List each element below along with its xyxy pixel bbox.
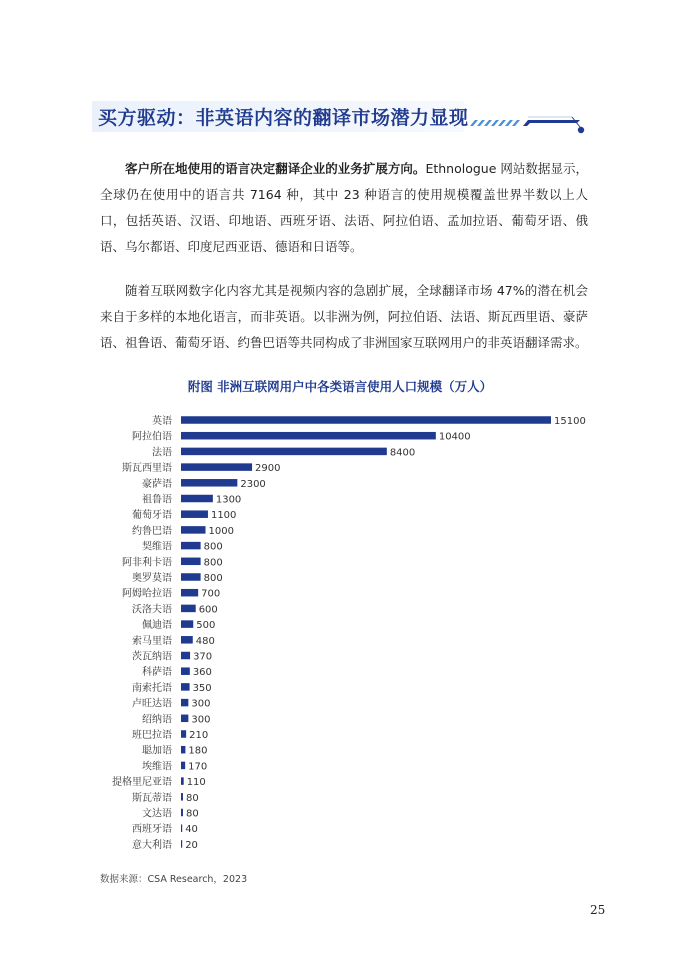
bar (181, 777, 184, 785)
paragraph-2-text: 随着互联网数字化内容尤其是视频内容的急剧扩展，全球翻译市场 47%的潜在机会来自于多样的本地化语言，而非英语。以非洲为例，阿拉伯语、法语、斯瓦西里语、豪萨语、祖鲁语、葡萄牙语、约鲁巴语等共同构成了非洲国家互联网用户的非英语翻译需求。 (100, 283, 588, 350)
bar (181, 620, 193, 628)
bar (181, 495, 213, 503)
category-label: 提格里尼亚语 (112, 777, 172, 789)
section-heading: 买方驱动：非英语内容的翻译市场潜力显现 (98, 107, 469, 129)
bar (181, 762, 185, 770)
bar (181, 448, 387, 456)
value-label: 2900 (255, 463, 281, 475)
category-label: 斯瓦西里语 (122, 463, 172, 475)
value-label: 8400 (389, 447, 416, 459)
bar (181, 840, 182, 848)
category-label: 英语 (152, 416, 172, 427)
bar (181, 463, 252, 471)
value-label: 600 (198, 604, 218, 616)
value-label: 210 (189, 730, 209, 741)
chart-title: 附图 非洲互联网用户中各类语言使用人口规模（万人） (187, 379, 493, 394)
bar (181, 526, 206, 534)
category-label: 斯瓦蒂语 (132, 792, 172, 804)
category-label: 法语 (152, 447, 172, 459)
category-label: 南索托语 (132, 682, 172, 694)
bar (181, 542, 201, 550)
bar (181, 824, 182, 832)
value-label: 800 (203, 541, 223, 553)
value-label: 500 (196, 620, 216, 632)
bar (181, 416, 551, 424)
value-label: 1000 (208, 525, 234, 537)
value-label: 40 (185, 824, 198, 836)
category-label: 埃维语 (142, 761, 172, 773)
bar (181, 715, 188, 723)
bar (181, 683, 190, 691)
bar (181, 479, 237, 487)
category-label: 奥罗莫语 (132, 573, 172, 584)
value-label: 20 (185, 839, 198, 851)
category-label: 绍纳语 (142, 714, 172, 726)
bar (181, 667, 190, 675)
category-label: 文达语 (142, 808, 172, 820)
value-label: 360 (192, 667, 212, 679)
category-label: 契维语 (142, 541, 172, 553)
category-label: 祖鲁语 (142, 494, 172, 506)
category-label: 阿非利卡语 (122, 557, 172, 569)
value-label: 1100 (210, 510, 237, 522)
category-label: 豪萨语 (142, 478, 172, 490)
value-label: 2300 (240, 478, 266, 490)
bar (181, 510, 208, 518)
bar (181, 432, 436, 440)
category-label: 班巴拉语 (132, 730, 172, 741)
category-label: 沃洛夫语 (132, 604, 172, 616)
category-label: 约鲁巴语 (132, 525, 172, 537)
bar (181, 558, 201, 566)
category-label: 阿拉伯语 (132, 431, 172, 443)
value-label: 1300 (215, 494, 242, 506)
value-label: 110 (186, 777, 206, 789)
category-label: 佩迪语 (142, 620, 172, 632)
value-label: 15100 (554, 416, 586, 427)
bar (181, 793, 183, 801)
category-label: 茨瓦纳语 (132, 651, 172, 663)
value-label: 300 (191, 714, 211, 726)
bar (181, 746, 185, 754)
category-label: 西班牙语 (132, 824, 172, 836)
bar (181, 652, 190, 660)
category-label: 聪加语 (142, 745, 172, 757)
value-label: 80 (185, 808, 199, 820)
value-label: 180 (188, 745, 208, 757)
source-note: 数据来源：CSA Research，2023 (100, 874, 248, 885)
bar (181, 605, 196, 613)
bar (181, 636, 193, 644)
value-label: 480 (195, 635, 215, 647)
category-label: 科萨语 (142, 667, 172, 679)
category-label: 卢旺达语 (132, 698, 172, 710)
bar (181, 589, 198, 597)
category-label: 葡萄牙语 (132, 510, 172, 522)
category-label: 索马里语 (132, 635, 172, 647)
value-label: 370 (193, 651, 213, 663)
page-number: 25 (590, 903, 606, 917)
value-label: 80 (185, 792, 199, 804)
value-label: 800 (203, 557, 223, 569)
value-label: 350 (192, 682, 212, 694)
paragraph-1-text: Ethnologue 网站数据显示，全球仍在使用中的语言共 7164 种，其中 23 种语言的使用规模覆盖世界半数以上人口，包括英语、汉语、印地语、西班牙语、法语、阿拉伯语、孟加拉语、葡萄牙语、俄语、乌尔都语、印度尼西亚语、德语和日语等。 (100, 161, 588, 254)
value-label: 10400 (438, 431, 471, 443)
bar (181, 573, 201, 581)
bar (181, 699, 188, 707)
bar (181, 730, 186, 738)
bar (181, 809, 183, 817)
category-label: 意大利语 (132, 839, 172, 851)
value-label: 300 (191, 698, 211, 710)
category-label: 阿姆哈拉语 (122, 588, 172, 600)
value-label: 800 (203, 573, 223, 584)
paragraph-1-lead: 客户所在地使用的语言决定翻译企业的业务扩展方向。 (125, 161, 426, 176)
value-label: 170 (188, 761, 208, 773)
value-label: 700 (201, 588, 221, 600)
